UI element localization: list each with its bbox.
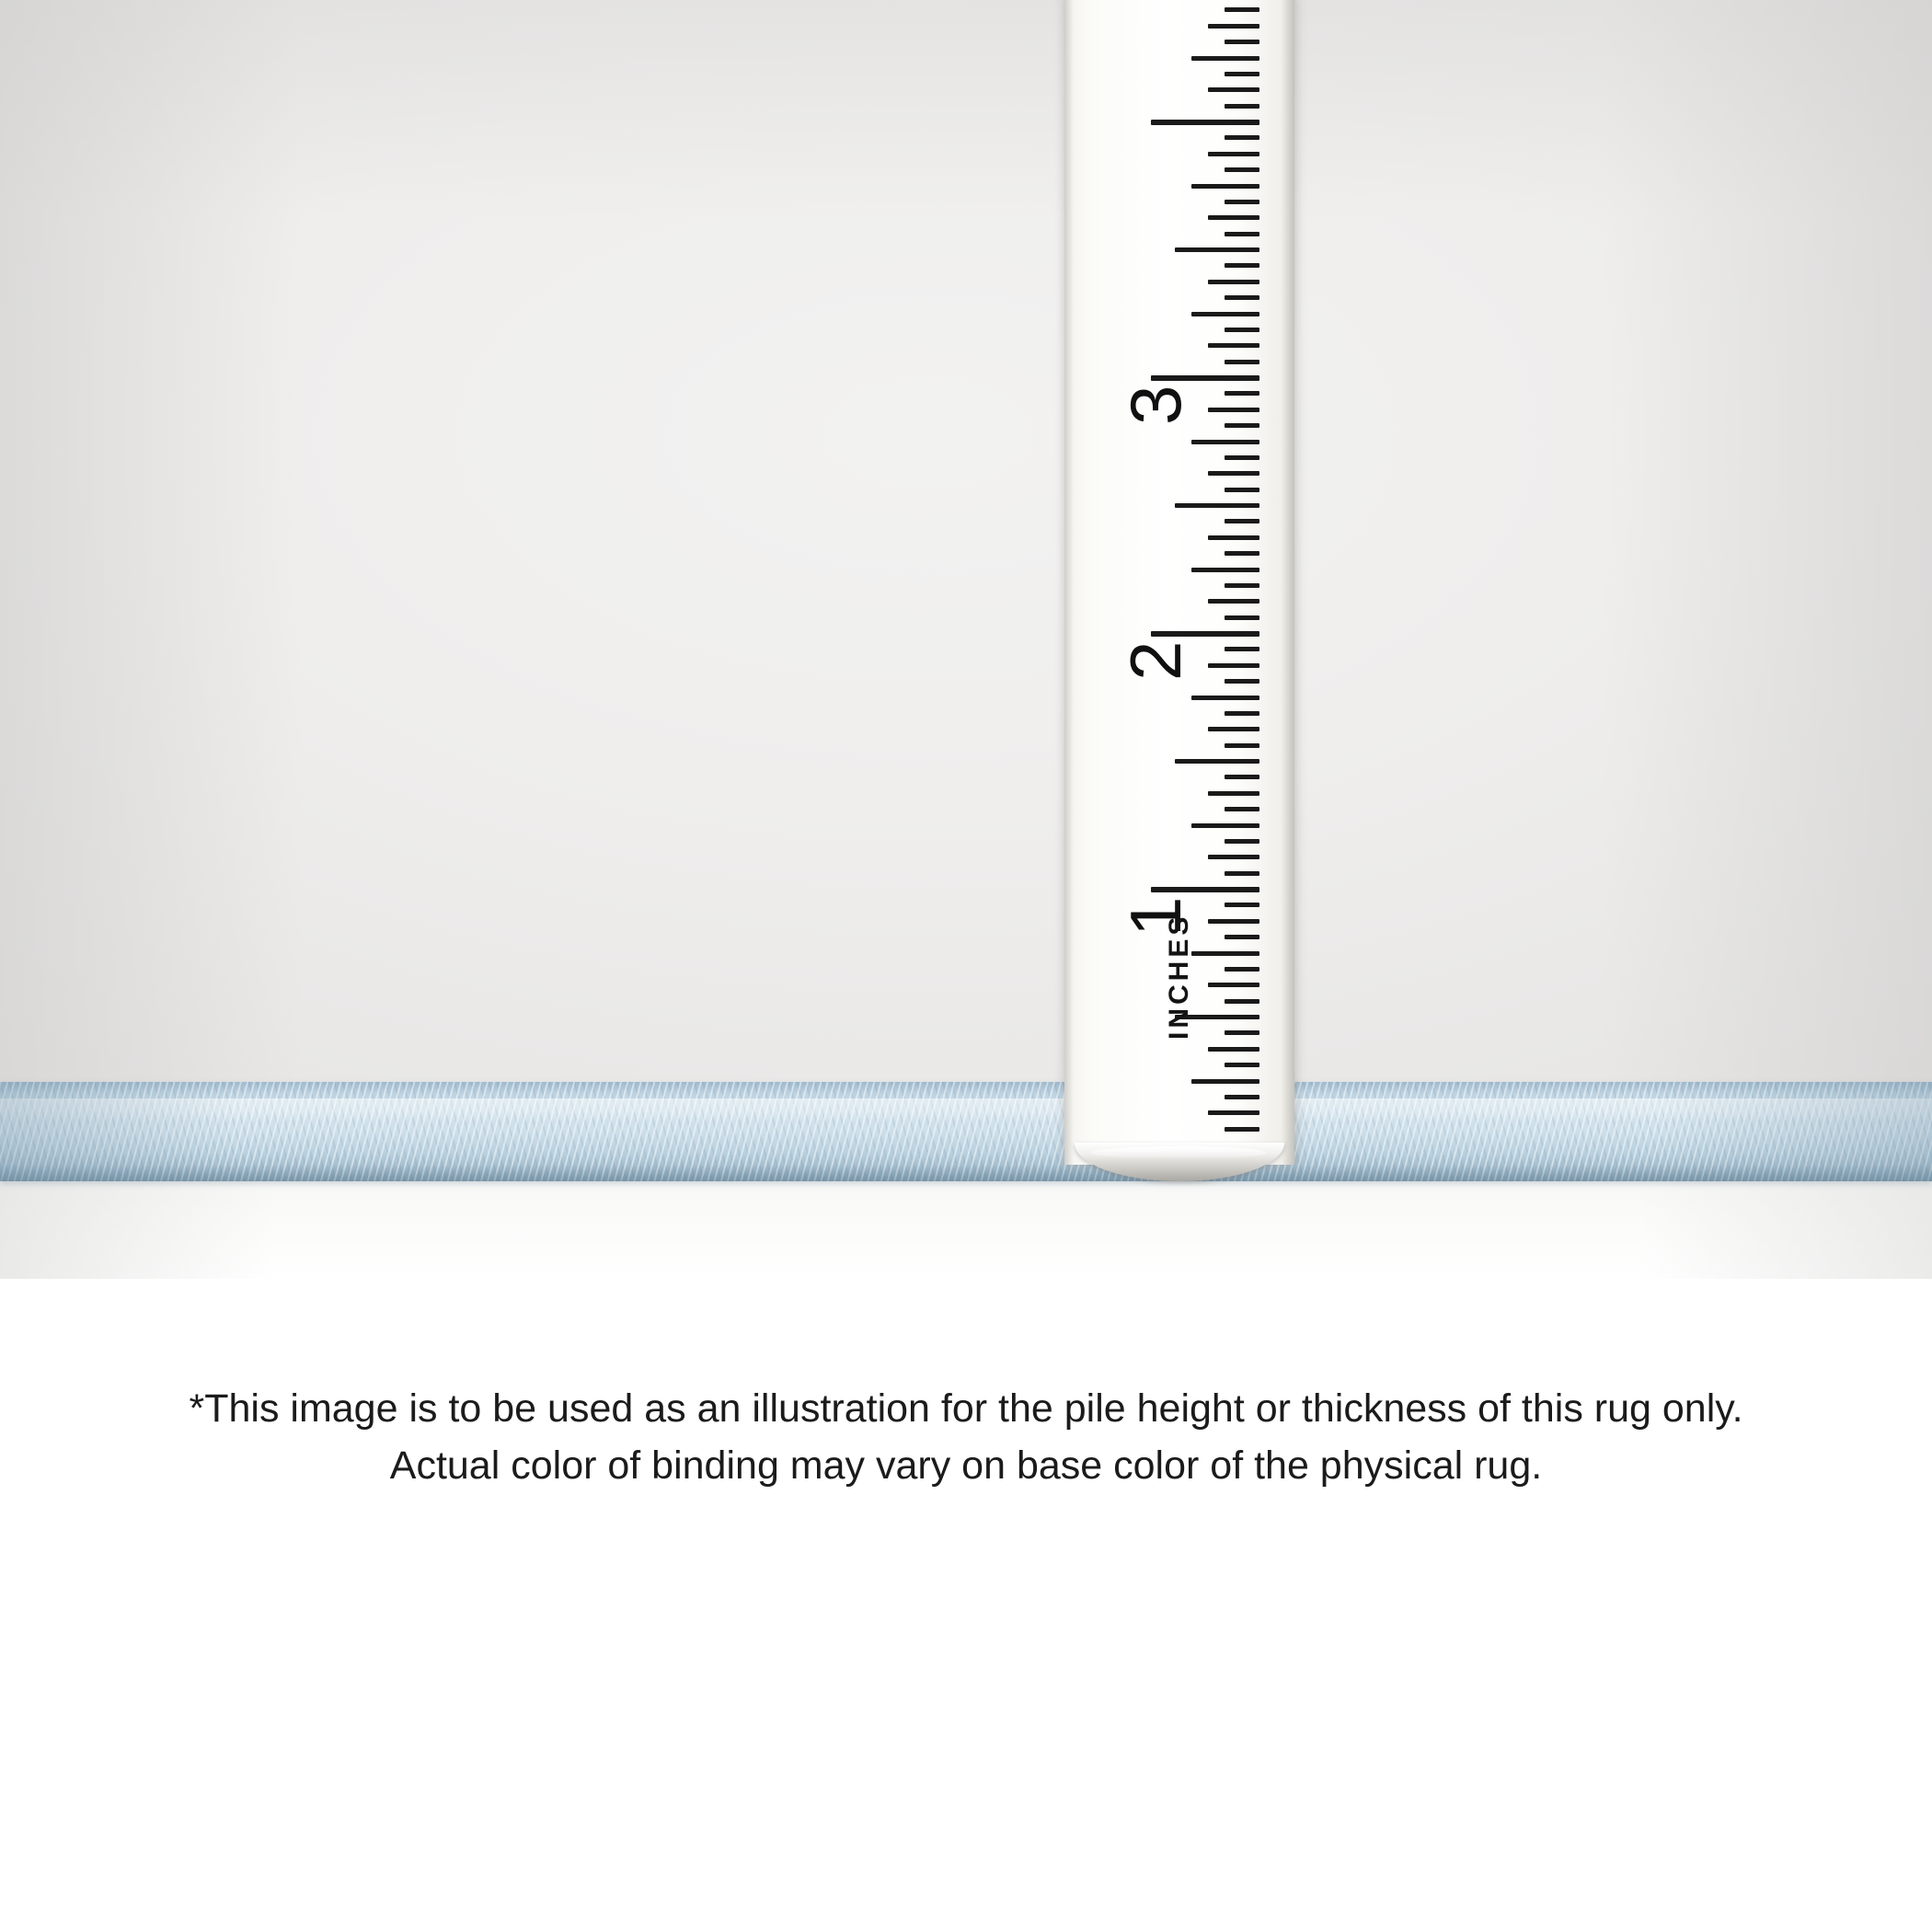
floor-right-shading <box>1638 1178 1932 1279</box>
ruler-tick <box>1151 120 1259 125</box>
ruler-tick <box>1225 519 1259 523</box>
ruler-tick <box>1208 855 1259 859</box>
ruler-right-edge <box>1282 0 1294 1165</box>
ruler-tick <box>1225 104 1259 109</box>
tape-measure-ruler <box>1064 0 1294 1165</box>
ruler-tick <box>1225 967 1259 972</box>
ruler-tick <box>1225 935 1259 939</box>
ruler-tick <box>1208 408 1259 412</box>
ruler-tick <box>1151 375 1259 381</box>
ruler-tick <box>1225 679 1259 684</box>
ruler-tick <box>1225 1030 1259 1035</box>
ruler-tick <box>1225 1063 1259 1067</box>
ruler-tick <box>1225 488 1259 492</box>
ruler-tick <box>1225 711 1259 716</box>
ruler-tick <box>1208 343 1259 348</box>
ruler-tick <box>1208 599 1259 604</box>
ruler-inch-label-3: 3 <box>1115 385 1196 425</box>
ruler-tick <box>1175 503 1259 508</box>
ruler-tick <box>1208 1110 1259 1115</box>
ruler-tick <box>1225 583 1259 588</box>
ruler-tick <box>1208 280 1259 284</box>
ruler-left-edge <box>1064 0 1074 1165</box>
ruler-tick <box>1225 7 1259 12</box>
ruler-tick <box>1208 215 1259 220</box>
ruler-tick <box>1191 1079 1259 1084</box>
ruler-tick <box>1225 1127 1259 1132</box>
ruler-tick <box>1208 87 1259 92</box>
ruler-tick <box>1225 647 1259 651</box>
ruler-tick <box>1225 167 1259 172</box>
ruler-tick <box>1225 200 1259 204</box>
ruler-tick <box>1225 615 1259 620</box>
ruler-tick <box>1225 40 1259 44</box>
ruler-tick <box>1208 24 1259 29</box>
ruler-tick <box>1225 423 1259 428</box>
ruler-tick <box>1191 696 1259 700</box>
ruler-tick <box>1208 791 1259 796</box>
floor-left-shading <box>0 1178 276 1279</box>
ruler-tick <box>1225 328 1259 332</box>
ruler-tick <box>1151 887 1259 892</box>
ruler-tick <box>1208 535 1259 540</box>
ruler-unit-label: INCHES <box>1164 913 1194 1040</box>
ruler-tick <box>1175 247 1259 252</box>
rug-binding-edge <box>0 1082 1932 1181</box>
ruler-tick <box>1225 455 1259 460</box>
ruler-tick <box>1191 951 1259 956</box>
ruler-tick <box>1208 152 1259 156</box>
wall-left-shading <box>0 0 304 1084</box>
ruler-tick <box>1225 263 1259 268</box>
ruler-inch-label-1: 1 <box>1115 897 1196 937</box>
ruler-tick <box>1208 919 1259 924</box>
ruler-tick <box>1208 471 1259 476</box>
ruler-tick <box>1225 551 1259 556</box>
ruler-tick <box>1225 232 1259 236</box>
ruler-tick <box>1225 135 1259 140</box>
ruler-tick <box>1191 312 1259 316</box>
ruler-tick <box>1191 440 1259 444</box>
caption-line-1: *This image is to be used as an illustration for the pile height or thickness of this rug only. <box>189 1386 1743 1431</box>
wall-right-shading <box>1601 0 1932 1084</box>
ruler-tick <box>1225 807 1259 811</box>
ruler-tick <box>1225 871 1259 876</box>
ruler-tick <box>1225 839 1259 844</box>
ruler-tick <box>1225 295 1259 300</box>
ruler-tick <box>1208 663 1259 668</box>
ruler-tick <box>1225 391 1259 396</box>
ruler-tick <box>1151 631 1259 637</box>
caption-line-2: Actual color of binding may vary on base color of the physical rug. <box>389 1443 1543 1489</box>
ruler-tick <box>1191 823 1259 828</box>
ruler-tick <box>1191 56 1259 61</box>
ruler-tick <box>1225 1095 1259 1099</box>
binding-right-vignette <box>1656 1082 1932 1181</box>
ruler-tick <box>1225 72 1259 76</box>
end-hook-sheen <box>1091 1146 1266 1159</box>
ruler-tick <box>1208 727 1259 731</box>
binding-shadow <box>0 1165 1932 1181</box>
ruler-tick <box>1208 1047 1259 1052</box>
ruler-tick <box>1175 759 1259 764</box>
ruler-tick <box>1225 360 1259 364</box>
ruler-tick <box>1225 903 1259 907</box>
ruler-tick <box>1225 743 1259 748</box>
binding-left-vignette <box>0 1082 239 1181</box>
binding-highlight <box>0 1098 1932 1122</box>
ruler-tick <box>1191 568 1259 572</box>
ruler-tick <box>1225 775 1259 779</box>
ruler-tick <box>1191 184 1259 189</box>
disclaimer-caption <box>0 1380 1932 1495</box>
ruler-tick <box>1208 983 1259 987</box>
ruler-inch-label-2: 2 <box>1115 641 1196 681</box>
ruler-tick <box>1225 999 1259 1004</box>
